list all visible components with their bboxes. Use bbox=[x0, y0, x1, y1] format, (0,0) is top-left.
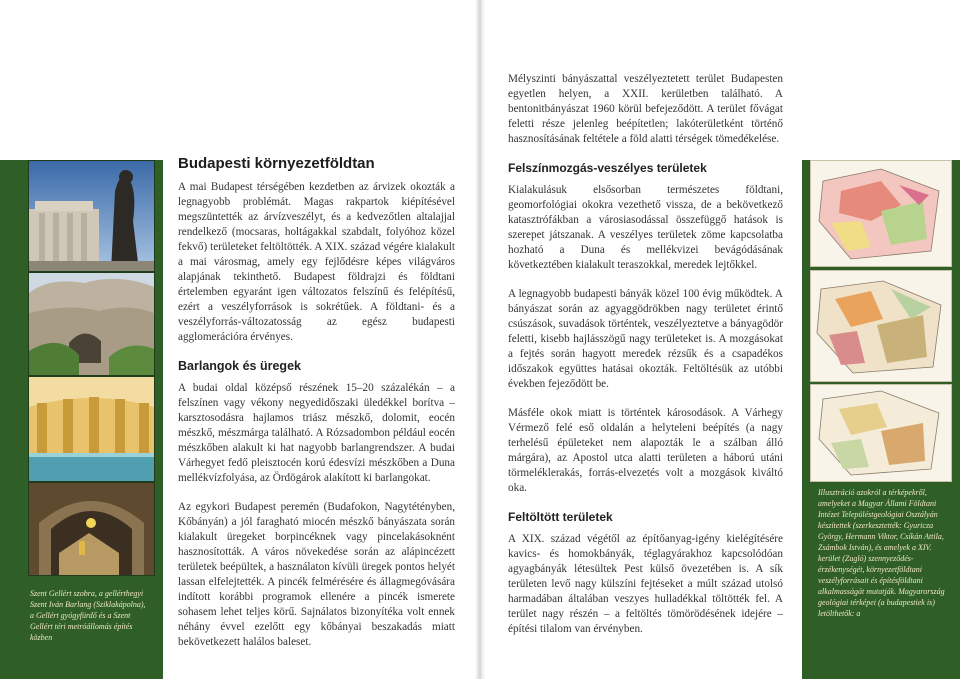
page-title: Budapesti környezetföldtan bbox=[178, 155, 375, 172]
landslide-paragraph-2: A legnagyobb budapesti bányák közel 100 évig működtek. A bányászat során az agyaggödrökben nagy területet érintő csúszások, suvadások történtek, veszélyeztetve a bányagödör feletti, kisebb hajlásszögű nagy területeket is. A mozgásokat a fejtés során hagyott meredek rézsűk és a csapadékos időszakok együttes hatásai okozták. Feltöltésük az utóbbi években fejeződött be. bbox=[508, 288, 783, 390]
map-caption bbox=[818, 487, 946, 619]
caves-paragraph-1: A budai oldal középső részének 15–20 százalékán – a felszínen vagy vékony negyedidőszaki üledékkel borítva – karsztosodásra hajlamos triász mészkő, dolomit, eocén mészkő, mészmárga található. A Rózsadombon például eocén mészkőben alakult ki hat nagyobb barlangrendszer. A budai Várhegyet fedő pleisztocén korú édesvízi mészkőben a Duna mellékvízfolyása, az Ördögárok alakított ki barlangokat. bbox=[178, 382, 455, 484]
suitability-map bbox=[810, 384, 952, 482]
hazard-map bbox=[810, 270, 952, 382]
right-text-column bbox=[508, 72, 783, 637]
photo-caption bbox=[30, 588, 150, 643]
bath-photo bbox=[28, 376, 155, 482]
landslide-paragraph-3: Másféle okok miatt is történtek károsodások. A Várhegy Vérmező felé eső oldalán a helyteleni beépítés (a nagy terhelésű épületeket nem alapozták le a szálban álló márgára), az Apostol utca alatti területen a háború utáni törmeléklerakás, forrás-elvezetés volt a mozgások kiváltó oka. bbox=[508, 407, 783, 494]
landslide-paragraph-1: Kialakulásuk elsősorban természetes földtani, geomorfológiai okokra vezethető vissza, de a bekövetkező katasztrófákban a városiasodással összefüggő hatások is szerepet játszanak. A veszélyes területek zöme kapcsolatba hozható a Duna és mellékvizei bevágódásának következtében kialakult teraszokkal, meredek lejtőkkel. bbox=[508, 184, 783, 271]
cliff-photo bbox=[28, 272, 155, 376]
filled-paragraph: A XIX. század végétől az építőanyag-igény kielégítésére kavics- és homokbányák, téglagyárakhoz kapcsolódóan agyagbányák létesültek Pest külső övezetében is. A sík területen levő nagy külszíni fejtéseket a múlt század utolsó harmadában általában veszyes hulladékkal töltötték fel. A terület nagy részén – a feltöltés tömörödésének idejére – építési tilalom van érvényben. bbox=[508, 533, 783, 635]
page-gutter bbox=[475, 0, 485, 679]
photo-caption-text: Szent Gellért szobra, a gellérthegyi Szent Iván Barlang (Sziklakápolna), a Gellért gyógyfürdő és a Szent Gellért téri metróállomás építés közben bbox=[30, 589, 146, 642]
caves-paragraph-2: Az egykori Budapest peremén (Budafokon, Nagytétényben, Kőbányán) a jól faragható miocén mészkő bányászata során kialakult üregeket borpincéknek vagy pincelakásoknént hasznosították. A város növekedése során az alápincézett területek beépültek, a használaton kívüli üregek pontos helyét lassan elfelejtették. A pincék felmérésére és állagmegóvására indított korábbi programok ellenére a pincék ismerete sohasem lehet teljes körű. Sajnálatos bizonyítéka volt ennek néhány évvel ezelőtt egy kőbányai beszakadás miatt bekövetkezett halálos baleset. bbox=[178, 501, 455, 648]
section-title-caves: Barlangok és üregek bbox=[178, 359, 301, 373]
map-caption-text: Illusztráció azokról a térképekről, amelyeket a Magyar Állami Földtani Intézet Településtgeológiai Osztályán készítettek (szerkesztették: Gyuricza György, Hermann Viktor, Csíkán Attila, Zsámbok István), és amelyek a XIV. kerület (Zugló) szennyeződés-érzékenységét, környezetföldtani veszélyforrásait és építésföldtani alkalmasságát mutatják. Magyarország geológiai térképei (a budapestiek is) letölthetők: a bbox=[818, 488, 945, 618]
statue-photo bbox=[28, 160, 155, 272]
intro-paragraph: A mai Budapest térségében kezdetben az árvizek okozták a legnagyobb problémát. Magas rakpartok kiépítésével megszüntették az árvízveszélyt, és a kedvezőtlen altalajjal rendelkező (mocsaras, holtágakkal szabdalt, folyóhoz közel fekvő) területeket feltöltötték. A XIX. század végére kialakult a mai városmag, amely egy fejlődésre képes világváros alapjának tekinthető. Budapest földrajzi és földtani értelemben egyaránt igen változatos felszínű és felépítésű, ezért a veszélyforrások is sokrétűek. A földtani- és a veszélyforrás-változatosság az egész budapesti agglomerációra érvényes. bbox=[178, 181, 455, 343]
sensitivity-map bbox=[810, 160, 952, 267]
left-text-column bbox=[178, 155, 455, 650]
section-title-landslide: Felszínmozgás-veszélyes területek bbox=[508, 161, 707, 175]
metro-photo bbox=[28, 482, 155, 576]
right-intro-paragraph: Mélyszinti bányászattal veszélyeztetett terület Budapesten egyetlen helyen, a XXII. kerületben található. A bentonitbányászat 1960 körül befejeződött. A terület fővágat feletti része jelenleg beépítetlen; lakóterületként történő hasznosításának feltétele a föld alatti térségek tömedékelése. bbox=[508, 73, 783, 145]
section-title-filled: Feltöltött területek bbox=[508, 510, 613, 524]
